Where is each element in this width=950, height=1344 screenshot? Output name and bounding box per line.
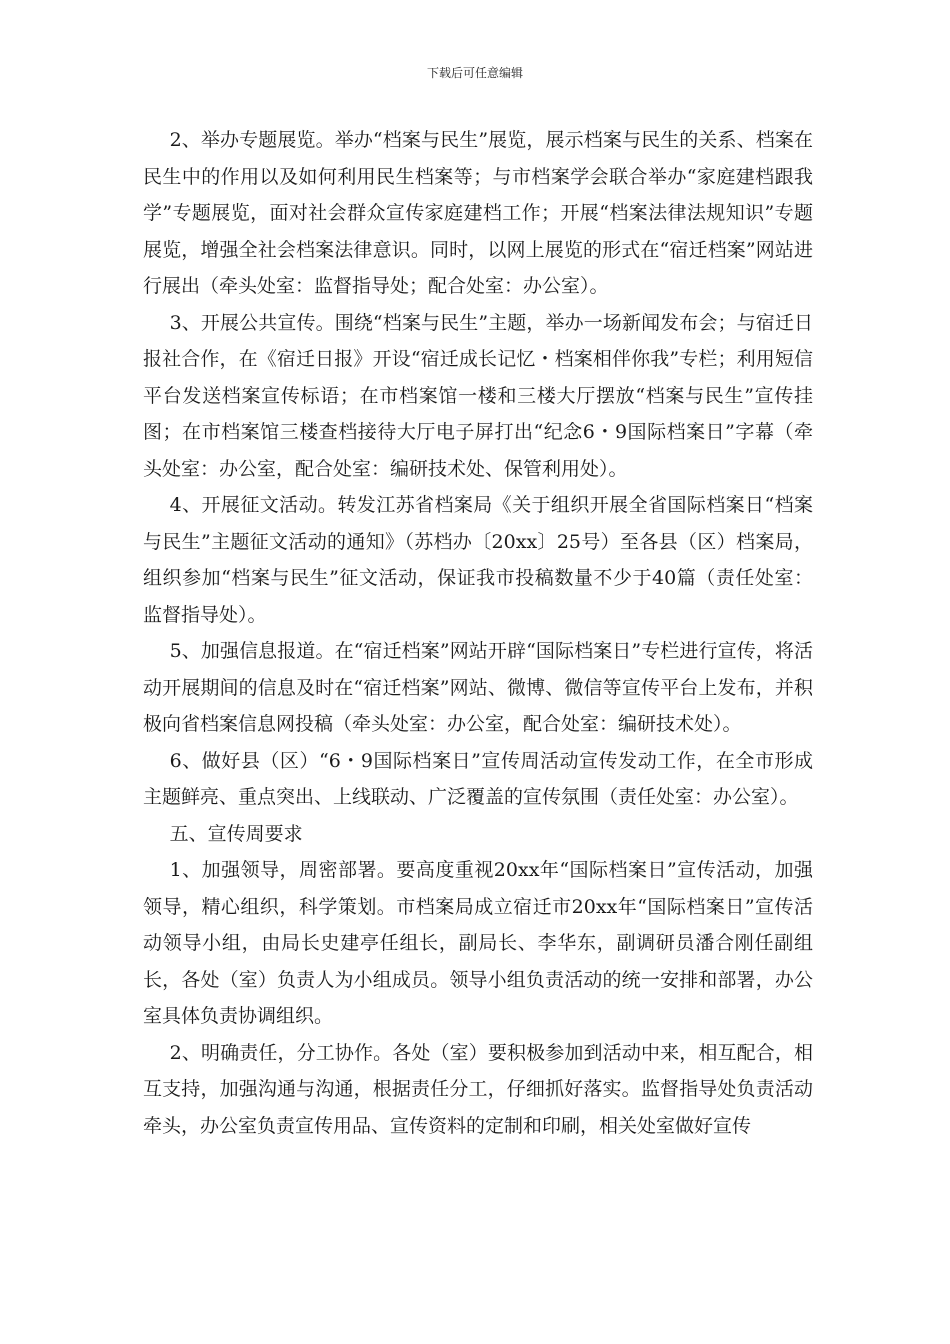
paragraph-info-reporting: 5、加强信息报道。在“宿迁档案”网站开辟“国际档案日”专栏进行宣传，将活动开展期间的信息及时在“宿迁档案”网站、微博、微信等宣传平台上发布，并积极向省档案信息网投稿（牵头处室：办公室，配合处室：编研技术处）。 [143, 640, 813, 735]
page-header-note: 下载后可任意编辑 [426, 66, 523, 80]
paragraph-exhibitions: 2、举办专题展览。举办“档案与民生”展览，展示档案与民生的关系、档案在民生中的作用以及如何利用民生档案等；与市档案学会联合举办“家庭建档跟我学”专题展览，面对社会群众宣传家庭建档工作；开展“档案法律法规知识”专题展览，增强全社会档案法律意识。同时，以网上展览的形式在“宿迁档案”网站进行展出（牵头处室：监督指导处；配合处室：办公室）。 [143, 129, 813, 297]
document-body [143, 122, 813, 1144]
section-heading-requirements: 五、宣传周要求 [169, 822, 303, 845]
paragraph-essay-contest: 4、开展征文活动。转发江苏省档案局《关于组织开展全省国际档案日“档案与民生”主题征文活动的通知》（苏档办〔20xx〕25号）至各县（区）档案局，组织参加“档案与民生”征文活动，保证我市投稿数量不少于40篇（责任处室：监督指导处）。 [143, 494, 813, 626]
paragraph-leadership: 1、加强领导，周密部署。要高度重视20xx年“国际档案日”宣传活动，加强领导，精心组织，科学策划。市档案局成立宿迁市20xx年“国际档案日”宣传活动领导小组，由局长史建亭任组长，副局长、李华东，副调研员潘合刚任副组长，各处（室）负责人为小组成员。领导小组负责活动的统一安排和部署，办公室具体负责协调组织。 [143, 859, 813, 1027]
paragraph-responsibilities: 2、明确责任，分工协作。各处（室）要积极参加到活动中来，相互配合，相互支持，加强沟通与沟通，根据责任分工，仔细抓好落实。监督指导处负责活动牵头，办公室负责宣传用品、宣传资料的定制和印刷，相关处室做好宣传 [143, 1041, 813, 1137]
paragraph-county-mobilization: 6、做好县（区）“6・9国际档案日”宣传周活动宣传发动工作，在全市形成主题鲜亮、重点突出、上线联动、广泛覆盖的宣传氛围（责任处室：办公室）。 [143, 749, 813, 808]
paragraph-public-promotion: 3、开展公共宣传。围绕“档案与民生”主题，举办一场新闻发布会；与宿迁日报社合作，在《宿迁日报》开设“宿迁成长记忆・档案相伴你我”专栏；利用短信平台发送档案宣传标语；在市档案馆一楼和三楼大厅摆放“档案与民生”宣传挂图；在市档案馆三楼查档接待大厅电子屏打出“纪念6・9国际档案日”字幕（牵头处室：办公室，配合处室：编研技术处、保管利用处）。 [143, 311, 813, 480]
